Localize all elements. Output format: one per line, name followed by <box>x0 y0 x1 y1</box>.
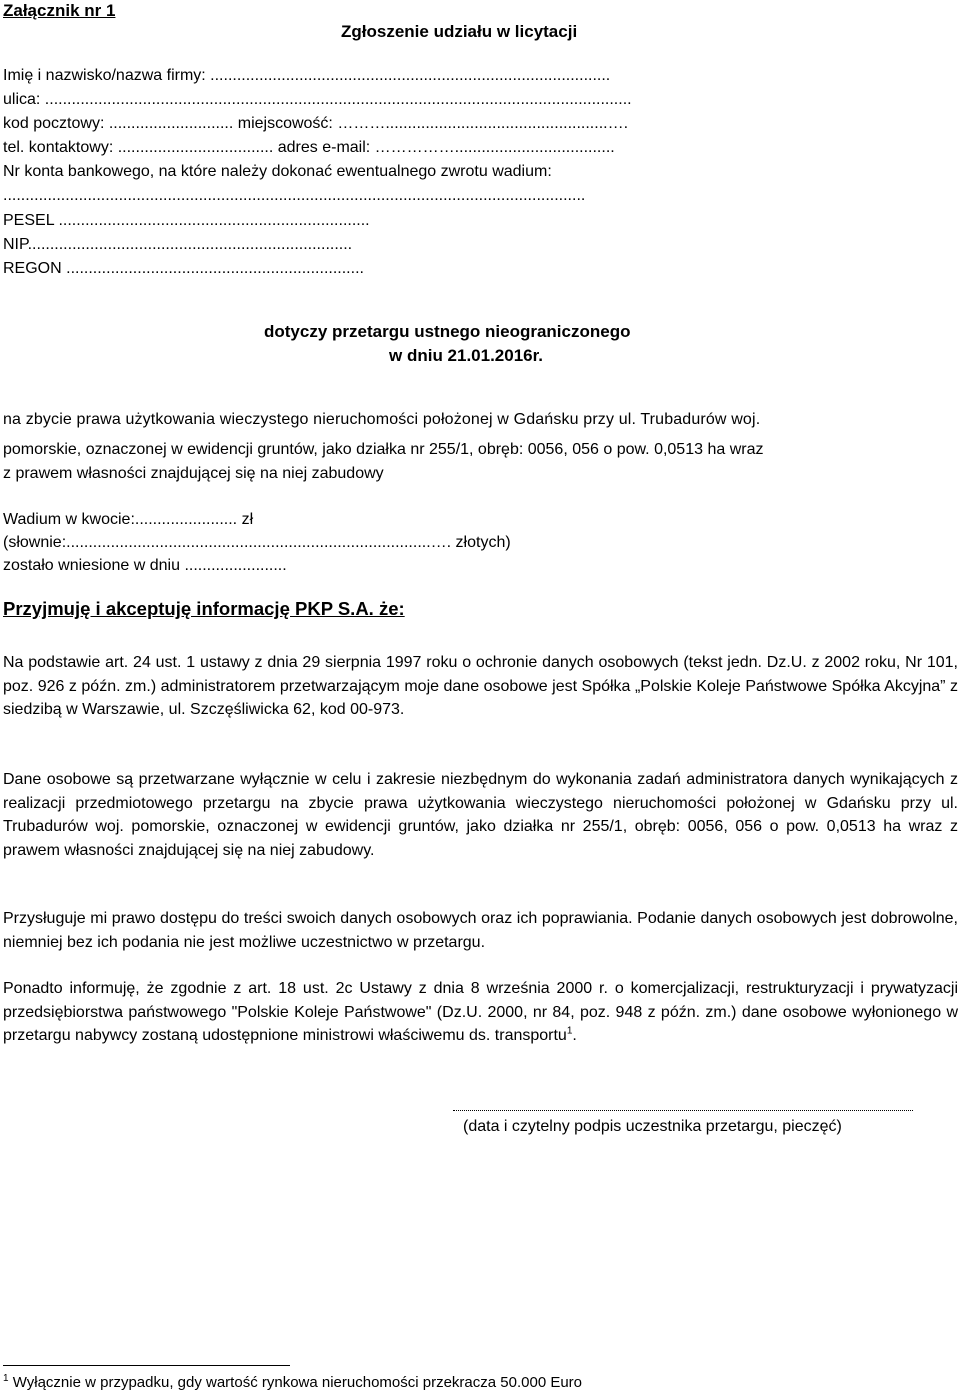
street-field[interactable]: ulica: .................................................................................................................................... <box>3 91 632 108</box>
bank-account-field[interactable]: ................................................................................................................................... <box>3 187 586 204</box>
paragraph-end: . <box>572 1027 577 1044</box>
regon-field[interactable]: REGON ................................................................... <box>3 260 364 277</box>
footnote-reference[interactable]: 1 <box>566 1025 573 1037</box>
deposit-amount-field[interactable]: Wadium w kwocie:....................... zł <box>3 511 254 528</box>
pesel-field[interactable]: PESEL ...................................................................... <box>3 212 370 229</box>
bank-account-label: Nr konta bankowego, na które należy dokonać ewentualnego zwrotu wadium: <box>3 163 552 180</box>
deposit-words-field[interactable]: (słownie:..................................................................................…. złotych) <box>3 534 511 551</box>
paragraph-data-administrator: Na podstawie art. 24 ust. 1 ustawy z dnia 29 sierpnia 1997 roku o ochronie danych osobowych (tekst jedn. Dz.U. z 2002 roku, Nr 101, poz. 926 z późn. zm.) administratorem przetwarzającym moje dane osobowe jest Spółka „Polskie Koleje Państwowe Spółka Akcyjna” z siedzibą w Warszawie, ul. Szczęśliwicka 62, kod 00-973. <box>3 654 958 718</box>
paragraph-data-transfer <box>3 977 958 1048</box>
paragraph-data-rights: Przysługuje mi prawo dostępu do treści swoich danych osobowych oraz ich poprawiania. Podanie danych osobowych jest dobrowolne, niemniej bez ich podania nie jest możliwe uczestnictwo w przetargu. <box>3 910 958 951</box>
subject-date: w dniu 21.01.2016r. <box>389 346 544 365</box>
description-line-3: z prawem własności znajdującej się na niej zabudowy <box>3 465 384 482</box>
description-line-2: pomorskie, oznaczonej w ewidencji gruntów, jako działka nr 255/1, obręb: 0056, 056 o pow. 0,0513 ha wraz <box>3 441 764 458</box>
paragraph-data-transfer-text: Ponadto informuję, że zgodnie z art. 18 ust. 2c Ustawy z dnia 8 września 2000 r. o komercjalizacji, restrukturyzacji i prywatyzacji przedsiębiorstwa państwowego "Polskie Koleje Państwowe" (Dz.U. 2000, nr 84, poz. 948 z późn. zm.) dane osobowe wyłonionego w przetargu nabywcy zostaną udostępnione ministrowi właściwemu ds. transportu <box>3 980 958 1044</box>
acceptance-heading: Przyjmuję i akceptuję informację PKP S.A. że: <box>3 598 405 619</box>
footnote-text: Wyłącznie w przypadku, gdy wartość rynkowa nieruchomości przekracza 50.000 Euro <box>8 1374 583 1391</box>
footnote <box>3 1374 582 1391</box>
phone-email-field[interactable]: tel. kontaktowy: ................................... adres e-mail: …………….................................... <box>3 139 615 156</box>
footnote-separator <box>3 1365 290 1366</box>
nip-field[interactable]: NIP......................................................................... <box>3 236 353 253</box>
subject-line-1: dotyczy przetargu ustnego nieograniczonego <box>264 322 631 341</box>
annex-label: Załącznik nr 1 <box>3 1 116 20</box>
paragraph-data-purpose: Dane osobowe są przetwarzane wyłącznie w celu i zakresie niezbędnym do wykonania zadań administratora danych wynikających z realizacji przedmiotowego przetargu na zbycie prawa użytkowania wieczystego nieruchomości położonej w Gdańsku przy ul. Trubadurów woj. pomorskie, oznaczonej w ewidencji gruntów, jako działka nr 255/1, obręb: 0056, 056 o pow. 0,0513 ha wraz z prawem własności znajdującej się na niej zabudowy. <box>3 771 958 859</box>
signature-line <box>453 1110 913 1111</box>
footnote-marker: 1 <box>3 1373 9 1384</box>
deposit-date-field[interactable]: zostało wniesione w dniu ....................... <box>3 557 287 574</box>
description-line-1: na zbycie prawa użytkowania wieczystego nieruchomości położonej w Gdańsku przy ul. Trubadurów woj. <box>3 411 761 428</box>
name-field[interactable]: Imię i nazwisko/nazwa firmy: .......................................................................................... <box>3 67 611 84</box>
form-title: Zgłoszenie udziału w licytacji <box>341 22 578 41</box>
postal-city-field[interactable]: kod pocztowy: ............................ miejscowość: ………..................................................…. <box>3 115 629 132</box>
signature-caption: (data i czytelny podpis uczestnika przetargu, pieczęć) <box>463 1118 842 1135</box>
